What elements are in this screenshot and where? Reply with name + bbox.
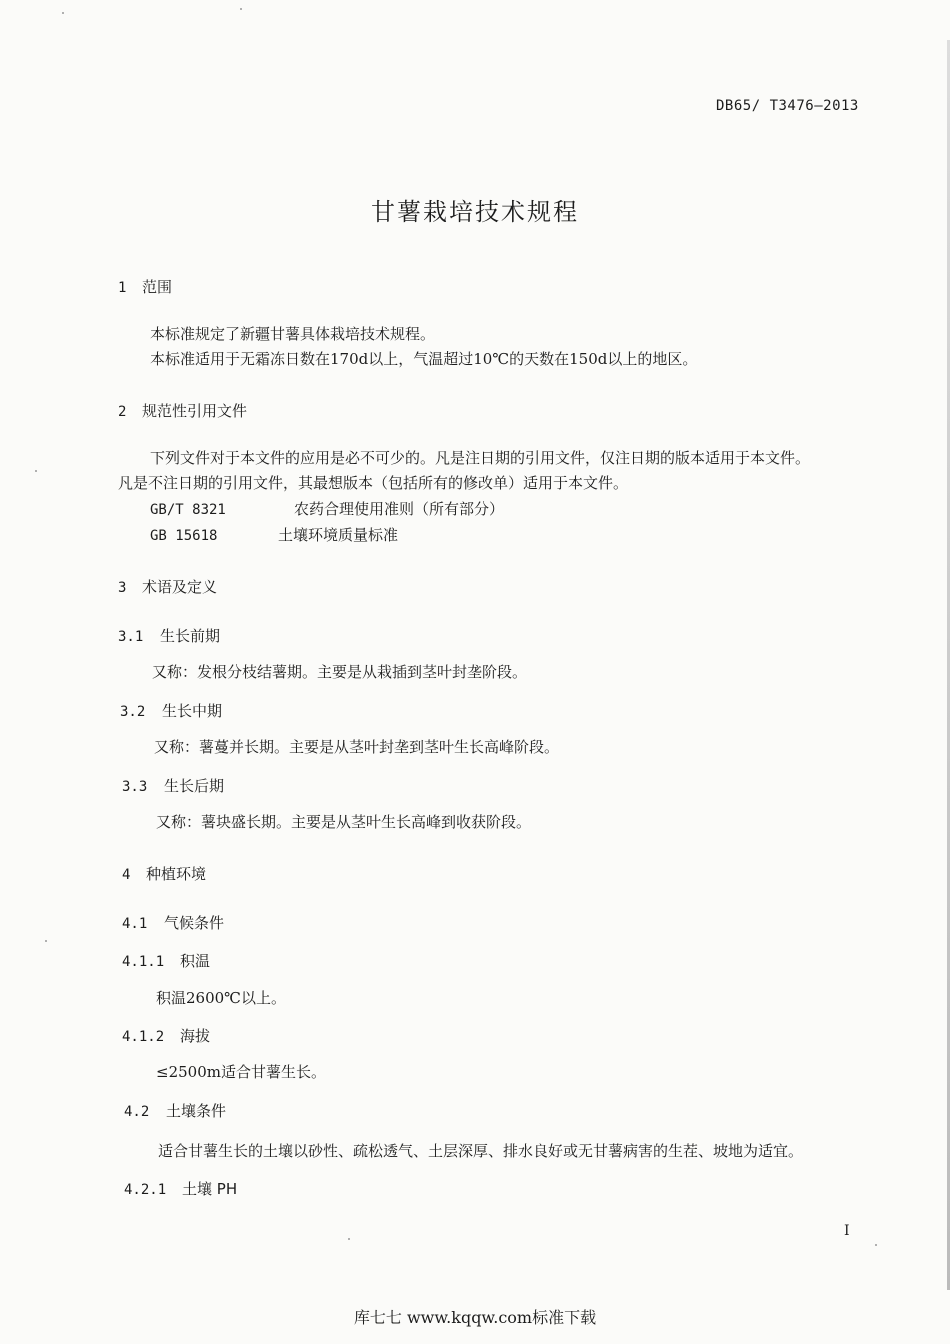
scan-speck — [35, 470, 37, 472]
scan-speck — [240, 8, 242, 10]
section-number: 1 — [118, 280, 127, 296]
standard-code: DB65/ T3476—2013 — [716, 98, 859, 114]
subsubsection-heading — [124, 1178, 237, 1199]
reference-code: GB 15618 — [150, 528, 218, 544]
subsection-number: 4.1 — [122, 916, 148, 932]
section-title: 范围 — [142, 278, 173, 296]
paragraph: 下列文件对于本文件的应用是必不可少的。凡是注日期的引用文件，仅注日期的版本适用于本文件。 — [150, 449, 811, 467]
subsection-heading — [118, 625, 220, 646]
subsection-number: 3.2 — [120, 704, 146, 720]
definition-text: 又称：发根分枝结薯期。主要是从栽插到茎叶封垄阶段。 — [152, 663, 528, 681]
scan-speck — [62, 12, 64, 14]
scan-speck — [348, 1238, 350, 1240]
subsubsection-title: 土壤 PH — [182, 1180, 238, 1198]
reference-title: 农药合理使用准则（所有部分） — [294, 500, 505, 518]
section-title: 术语及定义 — [142, 578, 218, 596]
subsubsection-title: 积温 — [180, 952, 211, 970]
paragraph: 凡是不注日期的引用文件，其最想版本（包括所有的修改单）适用于本文件。 — [118, 474, 629, 492]
section-3-heading — [118, 576, 217, 597]
subsection-heading — [124, 1100, 226, 1121]
definition-text: 又称：薯块盛长期。主要是从茎叶生长高峰到收获阶段。 — [156, 813, 532, 831]
scan-speck — [875, 1244, 877, 1246]
section-4-heading — [122, 863, 206, 884]
subsection-number: 3.1 — [118, 629, 144, 645]
footer-watermark: 库七七 www.kqqw.com标准下载 — [353, 1308, 597, 1327]
subsection-heading — [122, 912, 224, 933]
reference-row — [150, 524, 398, 545]
subsection-heading — [120, 700, 222, 721]
subsubsection-heading — [122, 1025, 210, 1046]
subsection-heading — [122, 775, 224, 796]
subsubsection-heading — [122, 950, 210, 971]
paragraph: 本标准规定了新疆甘薯具体栽培技术规程。 — [150, 325, 436, 343]
subsection-title: 土壤条件 — [166, 1102, 227, 1120]
subsection-title: 生长前期 — [160, 627, 221, 645]
subsection-number: 3.3 — [122, 779, 148, 795]
page-number: I — [844, 1223, 850, 1239]
section-2-heading — [118, 400, 247, 421]
paragraph: ≤2500m适合甘薯生长。 — [156, 1063, 326, 1081]
subsection-number: 4.2 — [124, 1104, 150, 1120]
reference-code: GB/T 8321 — [150, 502, 226, 518]
subsubsection-number: 4.2.1 — [124, 1182, 167, 1198]
document-title: 甘薯栽培技术规程 — [371, 198, 579, 226]
scan-speck — [45, 940, 47, 942]
definition-text: 又称：薯蔓并长期。主要是从茎叶封垄到茎叶生长高峰阶段。 — [154, 738, 560, 756]
subsubsection-number: 4.1.2 — [122, 1029, 165, 1045]
paragraph: 本标准适用于无霜冻日数在170d以上，气温超过10℃的天数在150d以上的地区。 — [150, 350, 698, 368]
paragraph: 积温2600℃以上。 — [156, 989, 286, 1007]
section-1-heading — [118, 276, 172, 297]
subsection-title: 生长后期 — [164, 777, 225, 795]
subsection-title: 生长中期 — [162, 702, 223, 720]
section-title: 种植环境 — [146, 865, 207, 883]
section-title: 规范性引用文件 — [142, 402, 248, 420]
section-number: 2 — [118, 404, 127, 420]
section-number: 3 — [118, 580, 127, 596]
reference-title: 土壤环境质量标准 — [278, 526, 399, 544]
paragraph: 适合甘薯生长的土壤以砂性、疏松透气、土层深厚、排水良好或无甘薯病害的生茬、坡地为适宜。 — [158, 1142, 804, 1160]
subsection-title: 气候条件 — [164, 914, 225, 932]
reference-row — [150, 498, 504, 519]
section-number: 4 — [122, 867, 131, 883]
subsubsection-title: 海拔 — [180, 1027, 211, 1045]
subsubsection-number: 4.1.1 — [122, 954, 165, 970]
